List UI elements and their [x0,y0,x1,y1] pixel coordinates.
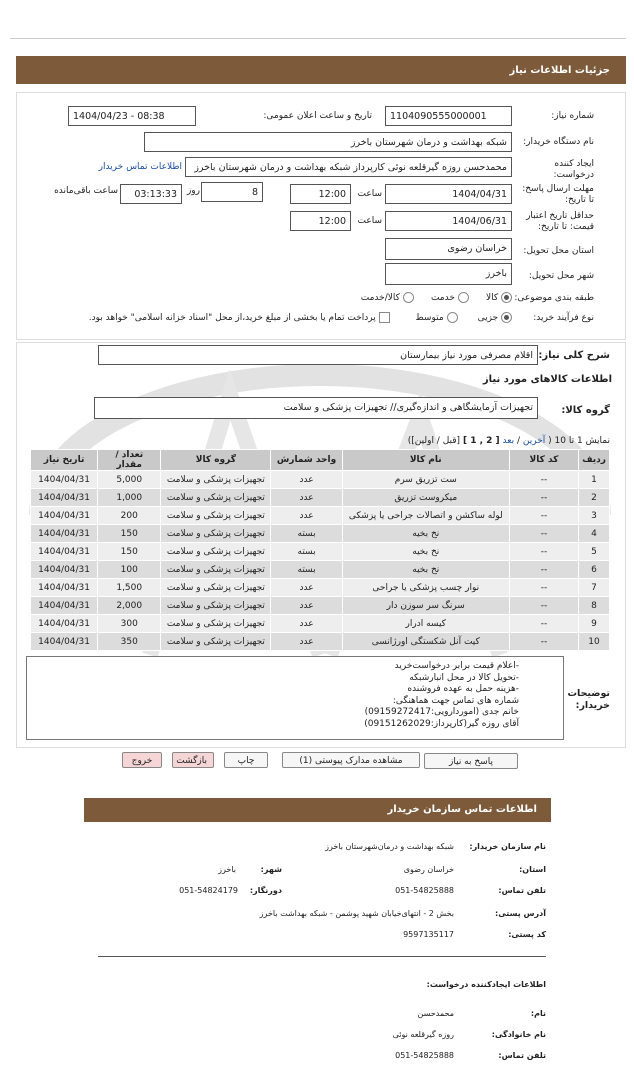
pagination-close: ) [407,436,412,446]
notes-line: خانم جدی (اموردارویی:09159272417) [364,707,519,717]
table-row [31,633,610,651]
contact-phone: 051-54825888 [395,886,454,895]
cell-goods-name: نخ بخیه [342,525,509,543]
cell-unit: عدد [271,507,342,525]
group-field: تجهیزات آزمایشگاهی و اندازه‌گیری// تجهیزات پزشکی و سلامت [94,397,538,419]
details-header-title: جزئیات اطلاعات نیاز [509,65,610,76]
validity-time-field: 12:00 [290,211,351,231]
cell-need-date: 1404/04/31 [31,543,98,561]
cell-goods-name: کیسه ادرار [342,615,509,633]
city-field: باخرز [385,263,512,285]
contact-header-title: اطلاعات تماس سازمان خریدار [387,804,537,815]
cell-goods-code: -- [509,543,578,561]
cell-goods-group: تجهیزات پزشکی و سلامت [161,543,271,561]
contact-city-label: شهر: [260,865,282,874]
cell-goods-code: -- [509,471,578,489]
category-option-service: خدمت [430,293,455,303]
col-group: گروه کالا [161,450,271,471]
cell-goods-code: -- [509,507,578,525]
category-radio-both[interactable] [403,292,414,303]
pagination-next-link[interactable]: بعد [502,436,515,446]
pagination-last-link[interactable]: آخرین [522,436,546,446]
group-label: گروه کالا: [561,405,610,416]
cell-goods-name: ست تزریق سرم [342,471,509,489]
cell-unit: عدد [271,615,342,633]
cell-need-date: 1404/04/31 [31,615,98,633]
process-option-medium: متوسط [415,313,444,323]
category-option-both: کالا/خدمت [360,293,400,303]
announce-label: تاریخ و ساعت اعلان عمومی: [263,111,372,121]
cell-need-date: 1404/04/31 [31,471,98,489]
cell-need-date: 1404/04/31 [31,507,98,525]
notes-line: آقای روزه گیر(کارپرداز:09151262029) [364,718,519,729]
cell-goods-code: -- [509,597,578,615]
treasury-note: پرداخت تمام یا بخشی از مبلغ خرید،از محل "اسناد خزانه اسلامی" خواهد بود. [88,313,376,323]
cell-unit: بسته [271,561,342,579]
cell-row-number: 9 [579,615,610,633]
col-name: نام کالا [342,450,509,471]
cell-unit: عدد [271,633,342,651]
reply-button[interactable]: پاسخ به نیاز [424,753,518,769]
goods-table [30,449,610,651]
goods-table-header [31,450,610,471]
cell-goods-group: تجهیزات پزشکی و سلامت [161,633,271,651]
cell-goods-name: نخ بخیه [342,543,509,561]
cell-quantity: 1,000 [98,489,161,507]
validity-time-label: ساعت [357,216,382,226]
cell-need-date: 1404/04/31 [31,489,98,507]
notes-line: -هزینه حمل به عهده فروشنده [407,684,519,694]
cell-quantity: 5,000 [98,471,161,489]
process-radio-medium[interactable] [447,312,458,323]
creator-field: محمدحسن روزه گیرقلعه نوئی کارپرداز شبکه بهداشت و درمان شهرستان باخرز [185,157,512,177]
announce-field: 1404/04/23 - 08:38 [68,106,196,126]
creator-heading: اطلاعات ایجادکننده درخواست: [426,980,546,989]
cell-row-number: 2 [579,489,610,507]
cell-unit: عدد [271,597,342,615]
goods-heading: اطلاعات کالاهای مورد نیاز [482,374,612,385]
cell-row-number: 1 [579,471,610,489]
contact-org: شبکه بهداشت و درمان‌شهرستان باخرز [325,842,454,851]
notes-box [26,656,564,740]
creator-label: ایجاد کننده درخواست: [553,159,594,180]
creator-name-label: نام: [530,1009,546,1018]
cell-goods-name: نخ بخیه [342,561,509,579]
table-row [31,615,610,633]
table-row [31,471,610,489]
table-row [31,543,610,561]
cell-goods-name: کیت آنل شکستگی اورژانسی [342,633,509,651]
deadline-time-label: ساعت [357,189,382,199]
cell-goods-code: -- [509,561,578,579]
back-button[interactable]: بازگشت [172,752,214,768]
table-row [31,579,610,597]
contact-address-label: آدرس پستی: [495,909,546,918]
cell-need-date: 1404/04/31 [31,561,98,579]
contact-postal-label: کد پستی: [508,930,546,939]
contact-header [84,798,551,822]
cell-quantity: 200 [98,507,161,525]
category-radio-service[interactable] [458,292,469,303]
validity-label: حداقل تاریخ اعتبار قیمت: تا تاریخ: [526,211,594,232]
pagination-sep-1: / [516,436,521,446]
col-code: کد کالا [509,450,578,471]
category-radio-goods[interactable] [501,292,512,303]
pagination [408,436,610,446]
cell-row-number: 6 [579,561,610,579]
category-label: طبقه بندی موضوعی: [514,293,594,303]
exit-button[interactable]: خروج [122,752,162,768]
cell-row-number: 5 [579,543,610,561]
pagination-prev-first: [قبل / اولین] [411,436,461,446]
cell-goods-group: تجهیزات پزشکی و سلامت [161,579,271,597]
col-unit: واحد شمارش [271,450,342,471]
creator-name: محمدحسن [417,1009,454,1018]
contact-postal: 9597135117 [403,930,454,939]
treasury-checkbox[interactable] [379,312,390,323]
cell-quantity: 300 [98,615,161,633]
cell-goods-name: نوار چسب پزشکی یا جراحی [342,579,509,597]
cell-need-date: 1404/04/31 [31,633,98,651]
category-option-goods: کالا [485,293,499,303]
contact-province-label: استان: [519,865,546,874]
cell-goods-code: -- [509,615,578,633]
top-divider [10,38,626,39]
notes-line: شماره های تماس جهت هماهنگی: [392,695,519,706]
need-number-field: 1104090555000001 [385,106,512,126]
pagination-showing: نمایش 1 تا 10 ( [548,436,610,446]
table-row [31,525,610,543]
cell-goods-name: میکروست تزریق [342,489,509,507]
contact-org-label: نام سازمان خریدار: [469,842,546,851]
cell-quantity: 1,500 [98,579,161,597]
notes-line: -تحویل کالا در محل انبارشبکه [409,672,519,683]
notes-lines [364,661,519,730]
notes-line: -اعلام قیمت برابر درخواست‌خرید [394,661,519,671]
cell-need-date: 1404/04/31 [31,525,98,543]
cell-unit: عدد [271,579,342,597]
col-qty: تعداد / مقدار [98,450,161,471]
cell-quantity: 150 [98,543,161,561]
cell-goods-group: تجهیزات پزشکی و سلامت [161,597,271,615]
creator-family-label: نام خانوادگی: [491,1030,546,1039]
cell-unit: عدد [271,489,342,507]
cell-unit: بسته [271,543,342,561]
cell-goods-group: تجهیزات پزشکی و سلامت [161,615,271,633]
table-row [31,489,610,507]
days-left-field: 8 [201,182,263,202]
table-row [31,597,610,615]
cell-quantity: 2,000 [98,597,161,615]
contact-fax-label: دورنگار: [249,886,282,895]
cell-row-number: 4 [579,525,610,543]
cell-goods-group: تجهیزات پزشکی و سلامت [161,471,271,489]
province-field: خراسان رضوی [385,238,512,260]
col-row: ردیف [579,450,610,471]
table-row [31,561,610,579]
cell-quantity: 350 [98,633,161,651]
notes-label: توضیحات خریدار: [567,688,610,711]
city-label: شهر محل تحویل: [528,271,594,281]
cell-goods-code: -- [509,489,578,507]
creator-phone-label: تلفن تماس: [498,1051,546,1060]
day-label: روز [186,186,200,196]
process-label: نوع فرآیند خرید: [533,313,594,323]
contact-fax: 051-54824179 [179,886,238,895]
details-header [16,56,626,84]
cell-quantity: 100 [98,561,161,579]
cell-need-date: 1404/04/31 [31,579,98,597]
buyer-org-label: نام دستگاه خریدار: [523,137,594,147]
validity-date-field: 1404/06/31 [385,211,512,231]
cell-goods-name: لوله ساکشن و اتصالات جراحی یا پزشکی [342,507,509,525]
cell-goods-group: تجهیزات پزشکی و سلامت [161,561,271,579]
cell-need-date: 1404/04/31 [31,597,98,615]
category-radio-group [361,292,512,303]
attachments-button[interactable]: مشاهده مدارک پیوستی (1) [282,752,420,768]
cell-unit: عدد [271,471,342,489]
cell-row-number: 8 [579,597,610,615]
contact-address: بخش 2 - انتهای‌خیابان شهید پوشمن - شبکه بهداشت باخرز [259,909,454,918]
cell-goods-group: تجهیزات پزشکی و سلامت [161,489,271,507]
remaining-label: ساعت باقی‌مانده [54,186,118,196]
deadline-date-field: 1404/04/31 [385,184,512,204]
province-label: استان محل تحویل: [523,246,594,256]
pagination-pages[interactable]: [ 2 , 1 ] [462,436,500,446]
contact-city: باخرز [218,865,236,874]
deadline-time-field: 12:00 [290,184,351,204]
summary-label: شرح کلی نیاز: [538,350,610,361]
process-option-minor: جزیی [477,313,499,323]
cell-goods-group: تجهیزات پزشکی و سلامت [161,525,271,543]
cell-row-number: 3 [579,507,610,525]
time-left-field: 03:13:33 [120,184,182,204]
deadline-label: مهلت ارسال پاسخ: تا تاریخ: [522,184,594,205]
cell-goods-code: -- [509,579,578,597]
cell-unit: بسته [271,525,342,543]
cell-row-number: 10 [579,633,610,651]
process-radio-group [89,312,512,323]
cell-goods-name: سرنگ سر سوزن دار [342,597,509,615]
print-button[interactable]: چاپ [224,752,268,768]
buyer-contact-link[interactable]: اطلاعات تماس خریدار [98,162,182,172]
cell-row-number: 7 [579,579,610,597]
col-date: تاریخ نیاز [31,450,98,471]
cell-goods-code: -- [509,633,578,651]
summary-field: اقلام مصرفی مورد نیاز بیمارستان [98,345,538,365]
table-row [31,507,610,525]
cell-quantity: 150 [98,525,161,543]
cell-goods-code: -- [509,525,578,543]
contact-divider [98,956,546,957]
creator-family: روزه گیرقلعه نوئی [392,1030,454,1039]
process-radio-minor[interactable] [501,312,512,323]
buyer-org-field: شبکه بهداشت و درمان شهرستان باخرز [144,132,512,152]
contact-province: خراسان رضوی [403,865,454,874]
contact-phone-label: تلفن تماس: [498,886,546,895]
creator-phone: 051-54825888 [395,1051,454,1060]
cell-goods-group: تجهیزات پزشکی و سلامت [161,507,271,525]
need-number-label: شماره نیاز: [551,111,594,121]
